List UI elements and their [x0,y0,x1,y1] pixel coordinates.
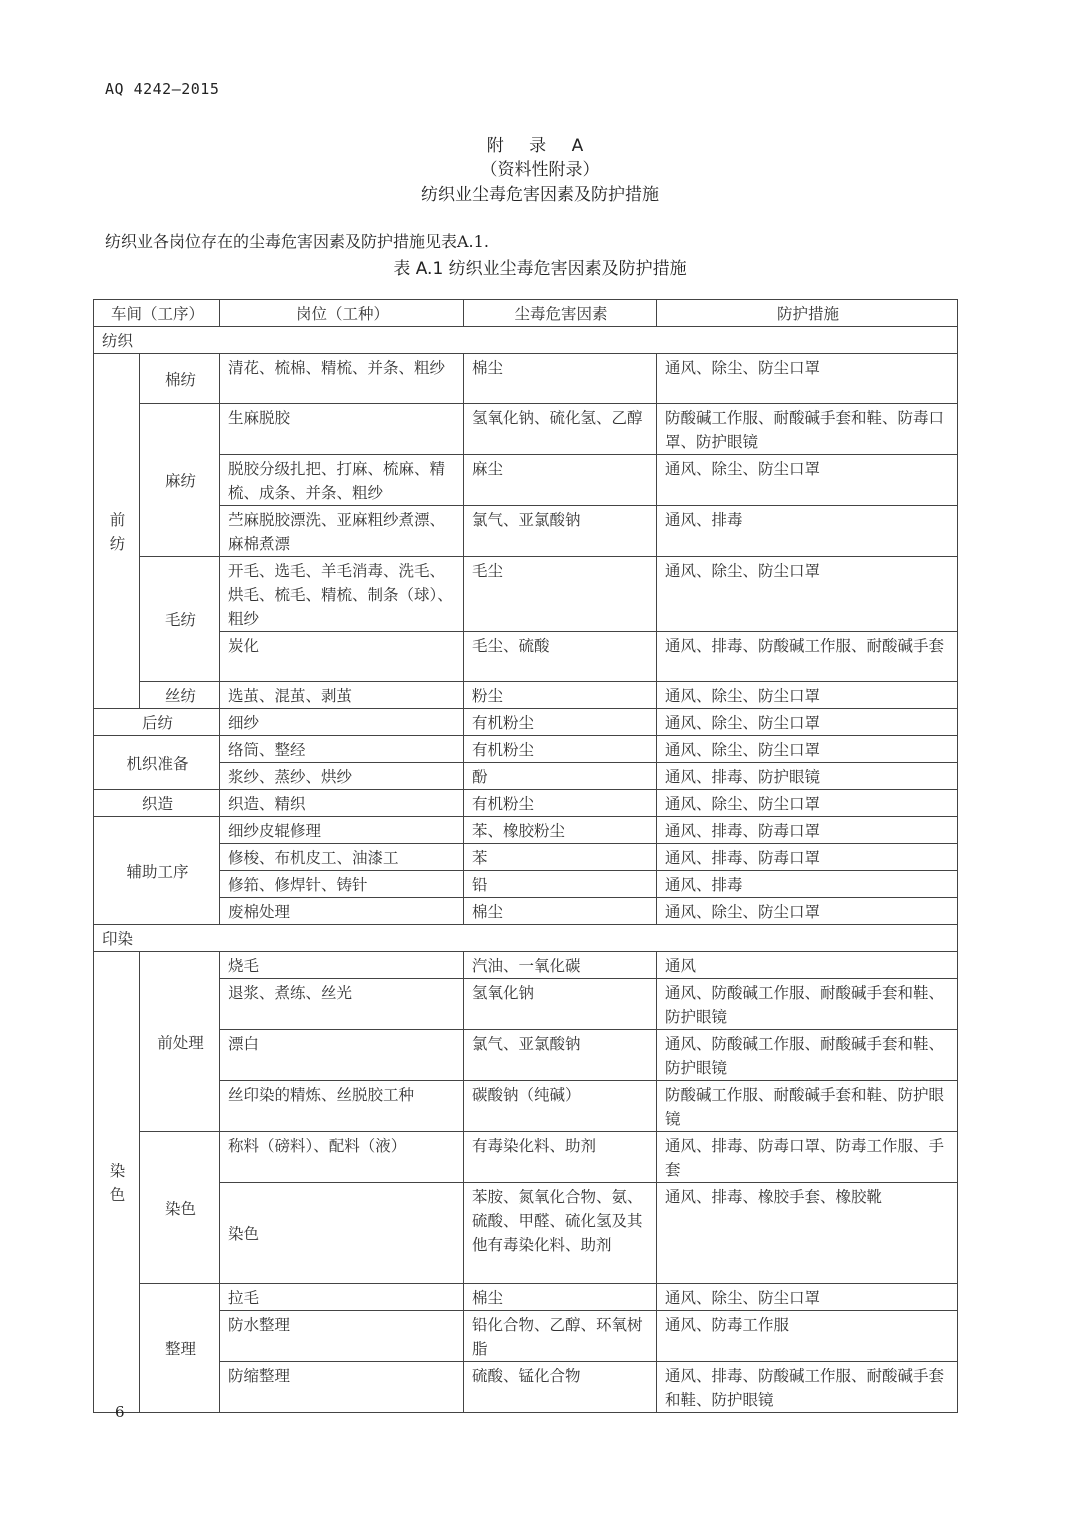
post-cell: 织造、精织 [220,790,464,817]
section-row [94,925,958,952]
table-row [94,506,958,557]
measure-cell: 通风、除尘、防尘口罩 [657,1284,958,1311]
measure-cell: 通风、排毒 [657,506,958,557]
post-cell: 清花、梳棉、精梳、并条、粗纱 [220,354,464,404]
post-cell: 丝印染的精炼、丝脱胶工种 [220,1081,464,1132]
table-row [94,790,958,817]
post-cell: 拉毛 [220,1284,464,1311]
header-hazard: 尘毒危害因素 [464,300,657,327]
measure-cell: 通风 [657,952,958,979]
table-row [94,1030,958,1081]
hazard-cell: 苯胺、氮氧化合物、氨、硫酸、甲醛、硫化氢及其他有毒染化料、助剂 [464,1183,657,1284]
table-row [94,871,958,898]
measure-cell: 通风、除尘、防尘口罩 [657,557,958,632]
group-jizhi: 机织准备 [94,736,220,790]
hazard-cell: 汽油、一氧化碳 [464,952,657,979]
hazard-cell: 棉尘 [464,898,657,925]
table-caption: 表 A.1 纺织业尘毒危害因素及防护措施 [393,259,687,279]
group-zhizao: 织造 [94,790,220,817]
post-cell: 废棉处理 [220,898,464,925]
post-cell: 生麻脱胶 [220,404,464,455]
hazard-cell: 氢氧化钠 [464,979,657,1030]
table-row [94,354,958,404]
hazard-cell: 有机粉尘 [464,790,657,817]
table-row [94,632,958,682]
hazard-cell: 毛尘 [464,557,657,632]
subgroup-mafang: 麻纺 [140,404,220,557]
subgroup-sifang: 丝纺 [140,682,220,709]
appendix-label: 附 录 A [486,136,594,156]
group-ranse: 染色 [94,952,140,1413]
table-row [94,455,958,506]
measure-cell: 通风、排毒、防毒口罩、防毒工作服、手套 [657,1132,958,1183]
hazard-cell: 毛尘、硫酸 [464,632,657,682]
measure-cell: 通风、除尘、防尘口罩 [657,736,958,763]
section-label: 印染 [94,925,958,952]
hazard-table [93,299,958,1413]
post-cell: 开毛、选毛、羊毛消毒、洗毛、烘毛、梳毛、精梳、制条（球）、粗纱 [220,557,464,632]
page-number: 6 [115,1403,125,1421]
measure-cell: 通风、除尘、防尘口罩 [657,709,958,736]
measure-cell: 通风、防酸碱工作服、耐酸碱手套和鞋、防护眼镜 [657,979,958,1030]
post-cell: 炭化 [220,632,464,682]
hazard-cell: 麻尘 [464,455,657,506]
subgroup-zhengli: 整理 [140,1284,220,1413]
hazard-cell: 铅 [464,871,657,898]
intro-text: 纺织业各岗位存在的尘毒危害因素及防护措施见表A.1. [105,232,489,251]
post-cell: 络筒、整经 [220,736,464,763]
hazard-cell: 棉尘 [464,354,657,404]
hazard-cell: 苯 [464,844,657,871]
table-row [94,898,958,925]
hazard-cell: 有机粉尘 [464,736,657,763]
group-fuzhu: 辅助工序 [94,817,220,925]
post-cell: 选茧、混茧、剥茧 [220,682,464,709]
measure-cell: 通风、防酸碱工作服、耐酸碱手套和鞋、防护眼镜 [657,1030,958,1081]
table-row [94,979,958,1030]
post-cell: 苎麻脱胶漂洗、亚麻粗纱煮漂、麻棉煮漂 [220,506,464,557]
post-cell: 退浆、煮练、丝光 [220,979,464,1030]
table-row [94,1284,958,1311]
hazard-cell: 铅化合物、乙醇、环氧树脂 [464,1311,657,1362]
hazard-cell: 苯、橡胶粉尘 [464,817,657,844]
appendix-type: （资料性附录） [480,160,600,180]
table-row [94,557,958,632]
hazard-cell: 硫酸、锰化合物 [464,1362,657,1413]
measure-cell: 通风、除尘、防尘口罩 [657,898,958,925]
post-cell: 脱胶分级扎把、打麻、梳麻、精梳、成条、并条、粗纱 [220,455,464,506]
section-row [94,327,958,354]
hazard-cell: 氢氧化钠、硫化氢、乙醇 [464,404,657,455]
table-row [94,682,958,709]
subgroup-maofang: 毛纺 [140,557,220,682]
table-row [94,1081,958,1132]
hazard-cell: 氯气、亚氯酸钠 [464,506,657,557]
post-cell: 染色 [220,1183,464,1284]
group-qianfang: 前纺 [94,354,140,709]
table-row [94,1183,958,1284]
subgroup-qianchuli: 前处理 [140,952,220,1132]
hazard-cell: 粉尘 [464,682,657,709]
table-row [94,1311,958,1362]
hazard-cell: 有机粉尘 [464,709,657,736]
table-row [94,952,958,979]
table-row [94,763,958,790]
table-row [94,736,958,763]
measure-cell: 通风、排毒、防酸碱工作服、耐酸碱手套 [657,632,958,682]
table-row [94,709,958,736]
table-row [94,844,958,871]
measure-cell: 防酸碱工作服、耐酸碱手套和鞋、防毒口罩、防护眼镜 [657,404,958,455]
standard-code: AQ 4242—2015 [105,80,220,98]
measure-cell: 通风、排毒、防酸碱工作服、耐酸碱手套和鞋、防护眼镜 [657,1362,958,1413]
table-row [94,404,958,455]
post-cell: 细纱皮辊修理 [220,817,464,844]
section-label: 纺织 [94,327,958,354]
appendix-title: 纺织业尘毒危害因素及防护措施 [421,185,659,205]
post-cell: 修梭、布机皮工、油漆工 [220,844,464,871]
measure-cell: 通风、排毒、防毒口罩 [657,844,958,871]
measure-cell: 通风、排毒、防护眼镜 [657,763,958,790]
table-row [94,1132,958,1183]
measure-cell: 防酸碱工作服、耐酸碱手套和鞋、防护眼镜 [657,1081,958,1132]
post-cell: 烧毛 [220,952,464,979]
table-header-row [94,300,958,327]
measure-cell: 通风、排毒 [657,871,958,898]
subgroup-ranse: 染色 [140,1132,220,1284]
post-cell: 漂白 [220,1030,464,1081]
post-cell: 浆纱、蒸纱、烘纱 [220,763,464,790]
measure-cell: 通风、排毒、防毒口罩 [657,817,958,844]
header-workshop: 车间（工序） [94,300,220,327]
measure-cell: 通风、除尘、防尘口罩 [657,354,958,404]
measure-cell: 通风、排毒、橡胶手套、橡胶靴 [657,1183,958,1284]
group-houfang: 后纺 [94,709,220,736]
hazard-cell: 碳酸钠（纯碱） [464,1081,657,1132]
header-measure: 防护措施 [657,300,958,327]
header-post: 岗位（工种） [220,300,464,327]
post-cell: 防水整理 [220,1311,464,1362]
hazard-cell: 酚 [464,763,657,790]
table-row [94,817,958,844]
measure-cell: 通风、防毒工作服 [657,1311,958,1362]
hazard-cell: 氯气、亚氯酸钠 [464,1030,657,1081]
hazard-cell: 有毒染化料、助剂 [464,1132,657,1183]
subgroup-mianfang: 棉纺 [140,354,220,404]
measure-cell: 通风、除尘、防尘口罩 [657,682,958,709]
hazard-cell: 棉尘 [464,1284,657,1311]
post-cell: 细纱 [220,709,464,736]
measure-cell: 通风、除尘、防尘口罩 [657,455,958,506]
measure-cell: 通风、除尘、防尘口罩 [657,790,958,817]
post-cell: 修筘、修焊针、铸针 [220,871,464,898]
post-cell: 防缩整理 [220,1362,464,1413]
table-row [94,1362,958,1413]
post-cell: 称料（磅料）、配料（液） [220,1132,464,1183]
